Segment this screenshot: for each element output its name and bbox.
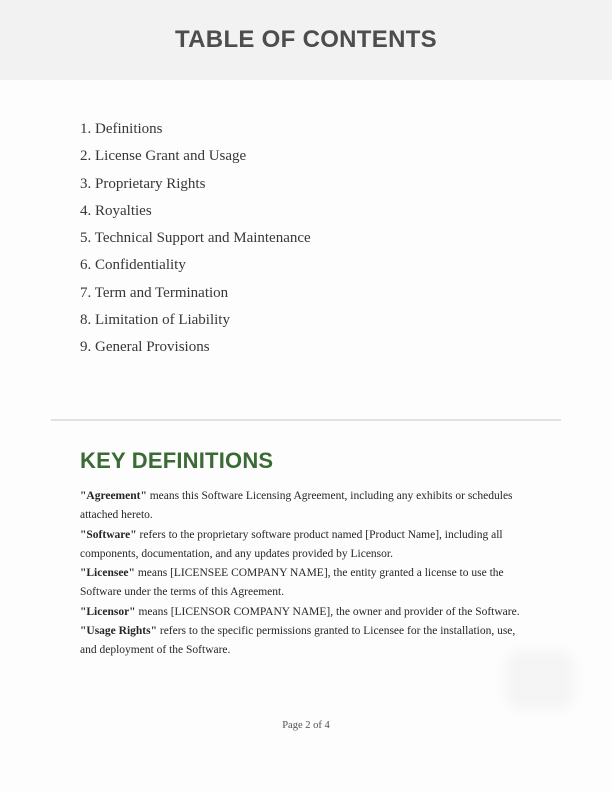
toc-item-number: 3. [80,175,92,192]
definition-term: "Usage Rights" [80,625,157,638]
toc-item-number: 4. [80,202,92,219]
toc-item-number: 1. [80,121,92,137]
definition-entry [80,622,532,661]
page-title: TABLE OF CONTENTS [175,26,437,53]
definition-term: "Licensor" [80,605,136,618]
toc-item [80,307,552,334]
toc-item [80,225,552,252]
section-divider [51,419,561,421]
table-of-contents [80,116,552,362]
page-number: Page 2 of 4 [282,720,330,731]
toc-item-number: 7. [80,284,92,301]
toc-item-label: Limitation of Liability [95,312,230,329]
toc-item-number: 2. [80,148,92,165]
definition-text: refers to the specific permissions granted to Licensee for the installation, use, and deployment of the Software. [80,625,516,657]
toc-item [80,198,552,225]
toc-item-label: Term and Termination [94,284,229,301]
toc-item [80,143,552,170]
definition-entry [80,603,532,622]
definition-entry [80,564,532,603]
definition-term: "Agreement" [80,490,147,502]
definition-text: refers to the proprietary software product named [Product Name], including all components, documentation, and any updates provided by Licensor. [80,528,503,560]
definition-entry [80,526,532,565]
toc-item-label: Technical Support and Maintenance [94,230,311,247]
toc-item-number: 5. [80,230,92,247]
toc-item-label: License Grant and Usage [95,148,247,165]
toc-item-number: 6. [80,257,92,274]
toc-item-number: 8. [80,312,92,329]
toc-item-number: 9. [80,339,92,356]
toc-item [80,116,552,143]
definition-entry [80,487,532,526]
toc-item [80,280,552,307]
corner-shadow [505,650,575,710]
toc-item-label: Royalties [95,202,152,219]
toc-item-label: Confidentiality [95,257,186,274]
definition-text: means this Software Licensing Agreement, including any exhibits or schedules attached hereto. [80,490,513,522]
key-definitions-section [80,448,532,661]
toc-item [80,334,552,361]
definition-term: "Software" [80,528,137,541]
definition-term: "Licensee" [80,567,135,580]
definition-text: means [LICENSOR COMPANY NAME], the owner and provider of the Software. [135,605,520,618]
toc-item-label: Proprietary Rights [95,175,206,192]
section-heading: KEY DEFINITIONS [80,448,274,473]
page-header [0,0,612,80]
toc-item-label: General Provisions [95,339,210,356]
toc-item-label: Definitions [95,121,163,137]
toc-item [80,252,552,279]
definition-text: means [LICENSEE COMPANY NAME], the entity granted a license to use the Software under the terms of this Agreement. [80,567,504,599]
toc-item [80,171,552,198]
